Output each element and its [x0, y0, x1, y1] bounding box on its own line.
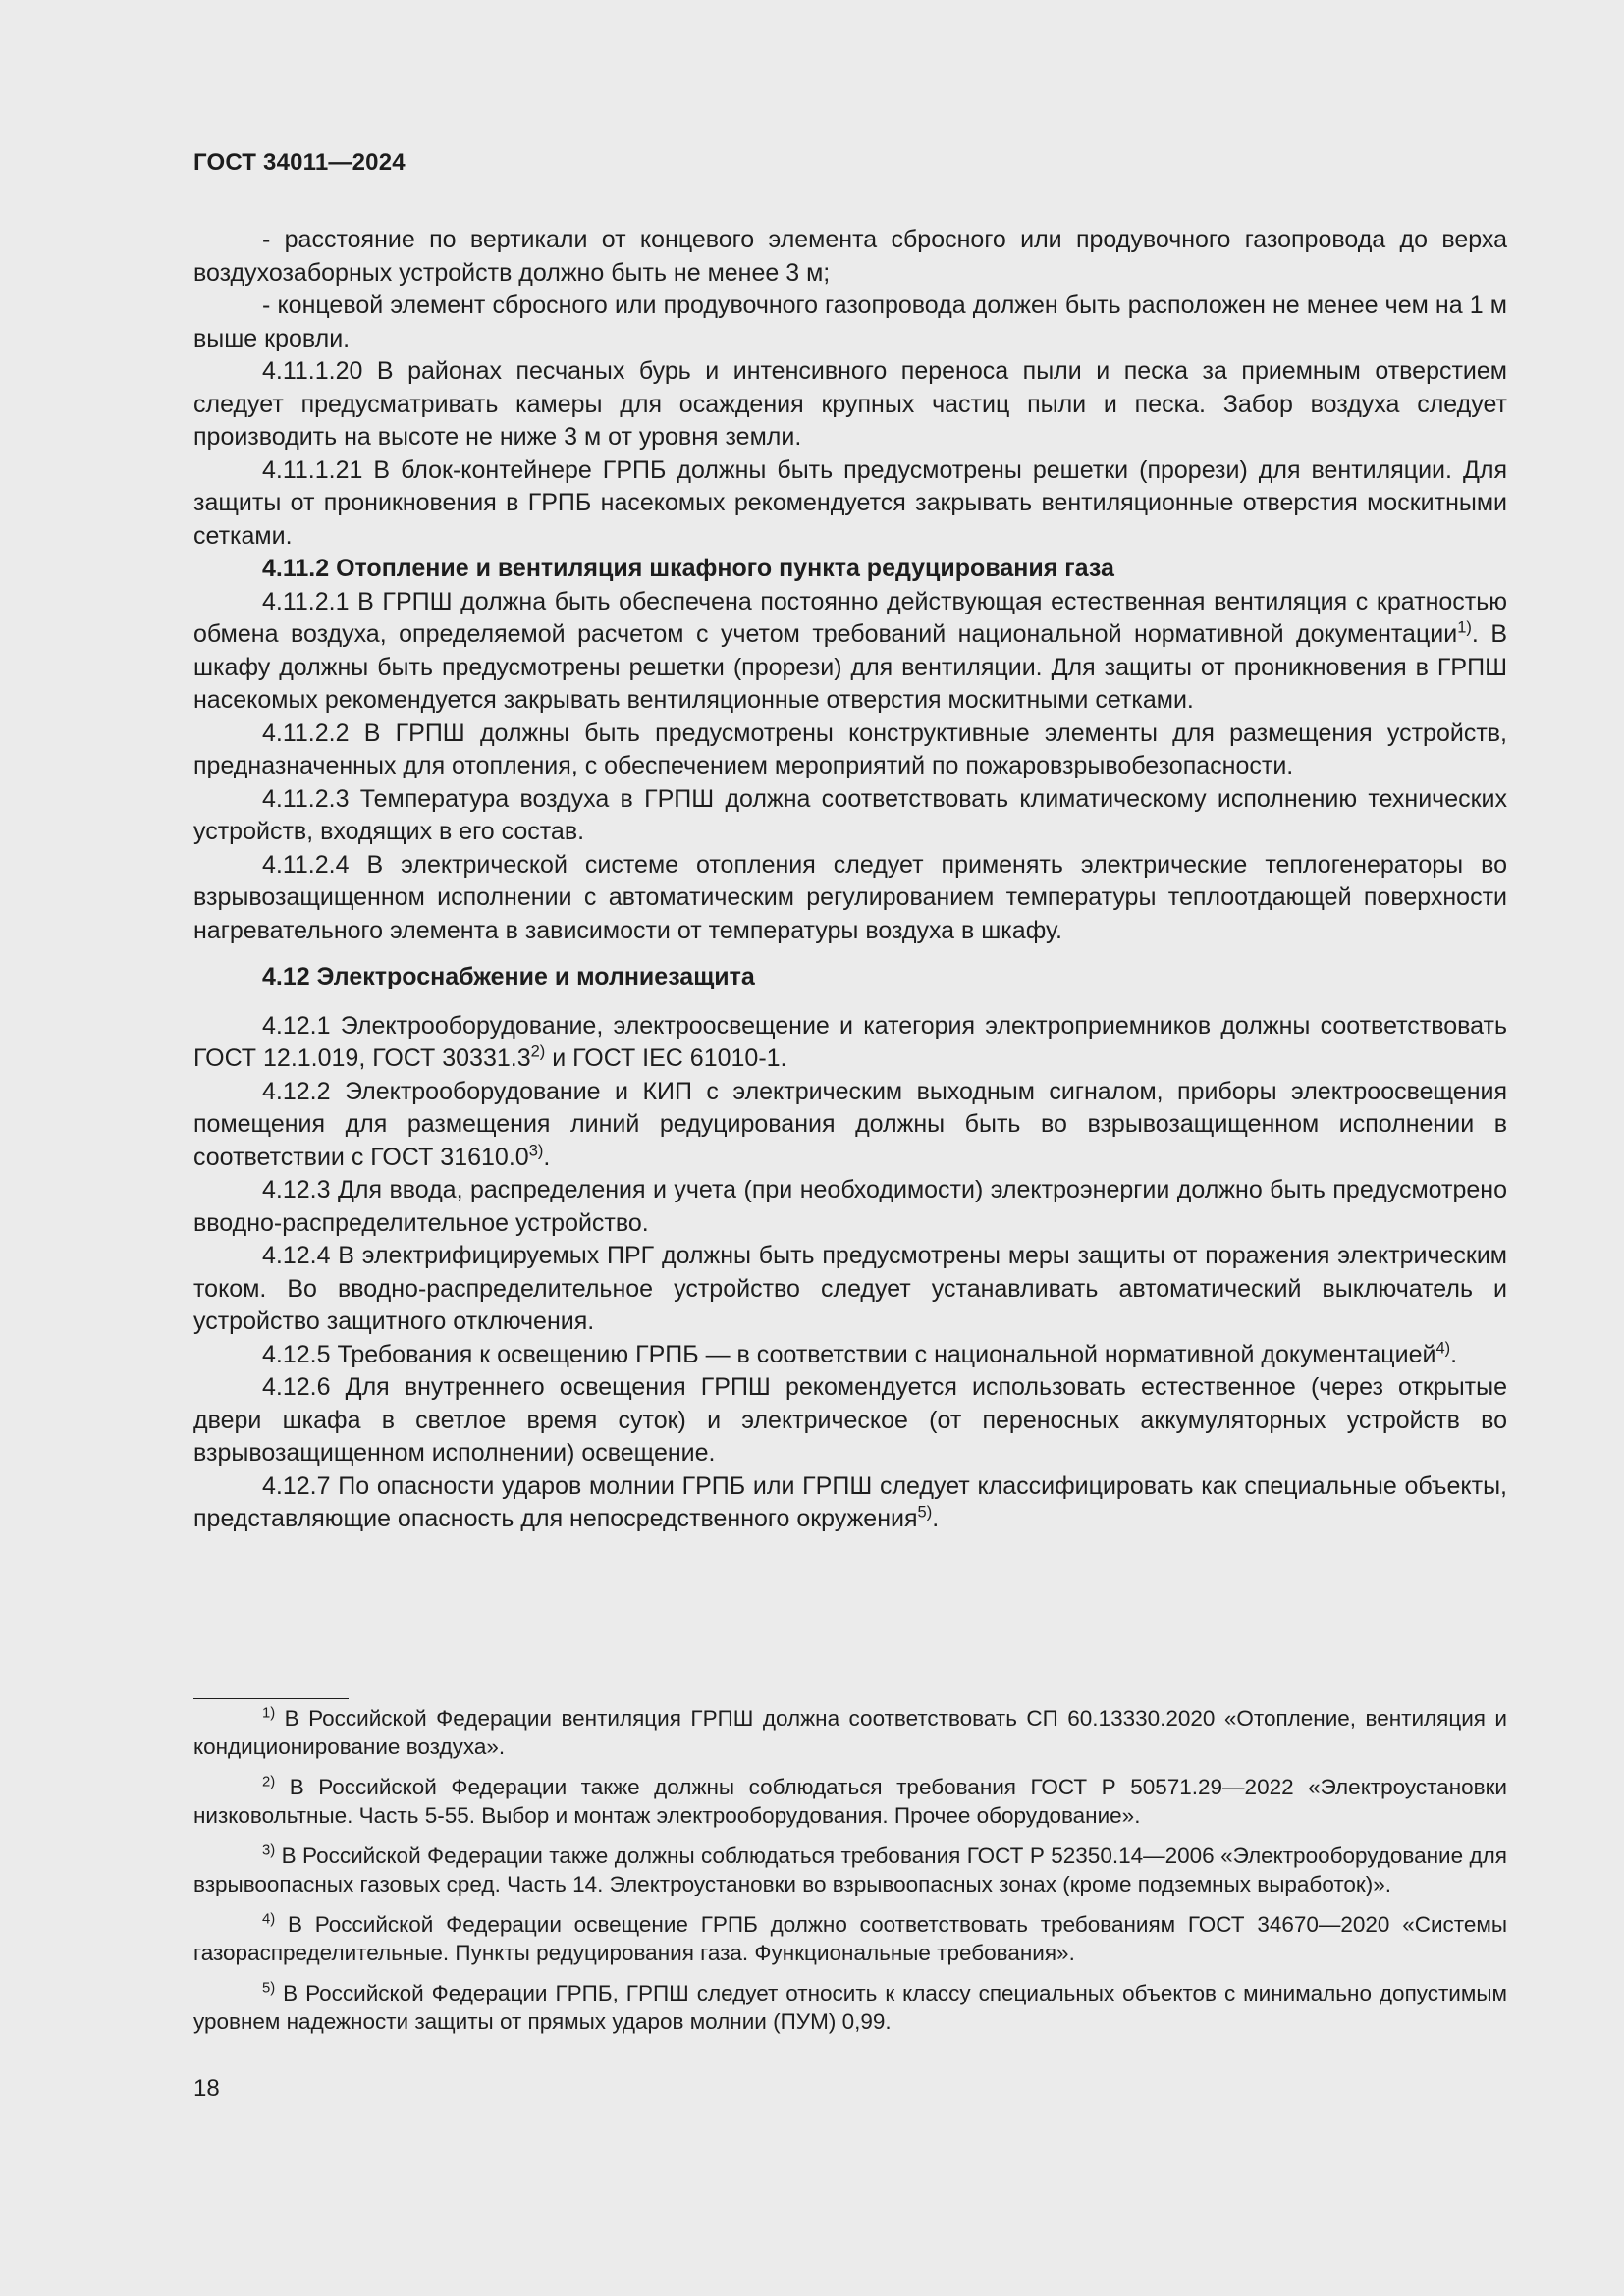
- paragraph-text: 4.12.5 Требования к освещению ГРПБ — в соответствии с национальной нормативной документацией: [262, 1340, 1436, 1368]
- paragraph: 4.11.2.4 В электрической системе отопления следует применять электрические теплогенераторы во взрывозащищенном исполнении с автоматическим регулированием температуры теплоотдающей поверхности нагревательного элемента в зависимости от температуры воздуха в шкафу.: [193, 850, 1507, 944]
- footnote-ref: 3): [528, 1142, 544, 1160]
- footnote-mark: 5): [262, 1980, 276, 1997]
- paragraph: 4.11.2.2 В ГРПШ должны быть предусмотрены конструктивные элементы для размещения устройств, предназначенных для отопления, с обеспечением мероприятий по пожаровзрывобезопасности.: [193, 719, 1507, 779]
- paragraph: [193, 1076, 1507, 1175]
- footnote-mark: 2): [262, 1774, 276, 1790]
- paragraph: [193, 1470, 1507, 1536]
- paragraph-text: .: [543, 1143, 551, 1171]
- footnote-mark: 3): [262, 1842, 276, 1859]
- footnote-text: В Российской Федерации ГРПБ, ГРПШ следует относить к классу специальных объектов с минимально допустимым уровнем надежности защиты от прямых ударов молнии (ПУМ) 0,99.: [193, 1981, 1507, 2034]
- paragraph-text: .: [932, 1505, 940, 1532]
- footnote: [193, 1979, 1507, 2036]
- paragraph-text: 4.12.2 Электрооборудование и КИП с электрическим выходным сигналом, приборы электроосвещения помещения для размещения линий редуцирования должны быть во взрывозащищенном исполнении в соответствии с ГОСТ 31610.0: [193, 1077, 1507, 1171]
- footnote-text: В Российской Федерации также должны соблюдаться требования ГОСТ Р 52350.14—2006 «Электрооборудование для взрывоопасных газовых сред. Часть 14. Электроустановки во взрывоопасных зонах (кроме подземных выработок)».: [193, 1843, 1507, 1896]
- paragraph: 4.12.6 Для внутреннего освещения ГРПШ рекомендуется использовать естественное (через открытые двери шкафа в светлое время суток) и электрическое (от переносных аккумуляторных устройств во взрывозащищенном исполнении) освещение.: [193, 1373, 1507, 1467]
- paragraph: - концевой элемент сбросного или продувочного газопровода должен быть расположен не менее чем на 1 м выше кровли.: [193, 292, 1507, 352]
- footnote: [193, 1910, 1507, 1967]
- paragraph-text: . В шкафу должны быть предусмотрены решетки (прорези) для вентиляции. Для защиты от проникновения в ГРПШ насекомых рекомендуется закрывать вентиляционные отверстия москитными сетками.: [193, 620, 1507, 714]
- footnote: [193, 1773, 1507, 1830]
- footnote-ref: 1): [1457, 618, 1472, 637]
- footnote-text: В Российской Федерации также должны соблюдаться требования ГОСТ Р 50571.29—2022 «Электроустановки низковольтные. Часть 5-55. Выбор и монтаж электрооборудования. Прочее оборудование».: [193, 1775, 1507, 1828]
- paragraph: 4.11.2.3 Температура воздуха в ГРПШ должна соответствовать климатическому исполнению технических устройств, входящих в его состав.: [193, 784, 1507, 845]
- section-heading: 4.11.2 Отопление и вентиляция шкафного пункта редуцирования газа: [262, 555, 1114, 582]
- footnote-text: В Российской Федерации вентиляция ГРПШ должна соответствовать СП 60.13330.2020 «Отопление, вентиляция и кондиционирование воздуха».: [193, 1706, 1507, 1759]
- paragraph: [193, 1010, 1507, 1076]
- paragraph-text: 4.12.7 По опасности ударов молнии ГРПБ или ГРПШ следует классифицировать как специальные объекты, представляющие опасность для непосредственного окружения: [193, 1471, 1507, 1532]
- paragraph: 4.11.1.20 В районах песчаных бурь и интенсивного переноса пыли и песка за приемным отверстием следует предусматривать камеры для осаждения крупных частиц пыли и песка. Забор воздуха следует производить на высоте не ниже 3 м от уровня земли.: [193, 357, 1507, 451]
- document-body: [193, 224, 1507, 1536]
- footnotes: [193, 1704, 1507, 2048]
- footnote-mark: 4): [262, 1911, 276, 1928]
- paragraph: 4.12.4 В электрифицируемых ПРГ должны быть предусмотрены меры защиты от поражения электрическим током. Во вводно-распределительное устройство следует устанавливать автоматический выключатель и устройство защитного отключения.: [193, 1242, 1507, 1335]
- footnote-ref: 4): [1435, 1339, 1451, 1358]
- paragraph-text: 4.12.1 Электрооборудование, электроосвещение и категория электроприемников должны соответствовать ГОСТ 12.1.019, ГОСТ 30331.3: [193, 1011, 1507, 1072]
- footnote: [193, 1842, 1507, 1898]
- paragraph: [193, 1339, 1507, 1372]
- paragraph-text: .: [1450, 1340, 1458, 1368]
- footnote: [193, 1704, 1507, 1761]
- paragraph: 4.11.1.21 В блок-контейнере ГРПБ должны быть предусмотрены решетки (прорези) для вентиляции. Для защиты от проникновения в ГРПБ насекомых рекомендуется закрывать вентиляционные отверстия москитными сетками.: [193, 455, 1507, 550]
- paragraph: - расстояние по вертикали от концевого элемента сбросного или продувочного газопровода до верха воздухозаборных устройств должно быть не менее 3 м;: [193, 226, 1507, 287]
- section-heading: 4.12 Электроснабжение и молниезащита: [262, 963, 755, 990]
- paragraph: 4.12.3 Для ввода, распределения и учета (при необходимости) электроэнергии должно быть предусмотрено вводно-распределительное устройство.: [193, 1176, 1507, 1237]
- document-header: ГОСТ 34011—2024: [193, 149, 406, 176]
- paragraph: [193, 586, 1507, 718]
- footnote-mark: 1): [262, 1705, 276, 1722]
- footnote-ref: 2): [530, 1042, 546, 1061]
- footnote-separator: [193, 1698, 349, 1699]
- paragraph-text: и ГОСТ IEC 61010-1.: [545, 1044, 787, 1072]
- footnote-ref: 5): [917, 1503, 933, 1522]
- page-number: 18: [193, 2075, 220, 2102]
- paragraph-text: 4.11.2.1 В ГРПШ должна быть обеспечена постоянно действующая естественная вентиляция с кратностью обмена воздуха, определяемой расчетом с учетом требований национальной нормативной документации: [193, 587, 1507, 648]
- footnote-text: В Российской Федерации освещение ГРПБ должно соответствовать требованиям ГОСТ 34670—2020 «Системы газораспределительные. Пункты редуцирования газа. Функциональные требования».: [193, 1912, 1507, 1965]
